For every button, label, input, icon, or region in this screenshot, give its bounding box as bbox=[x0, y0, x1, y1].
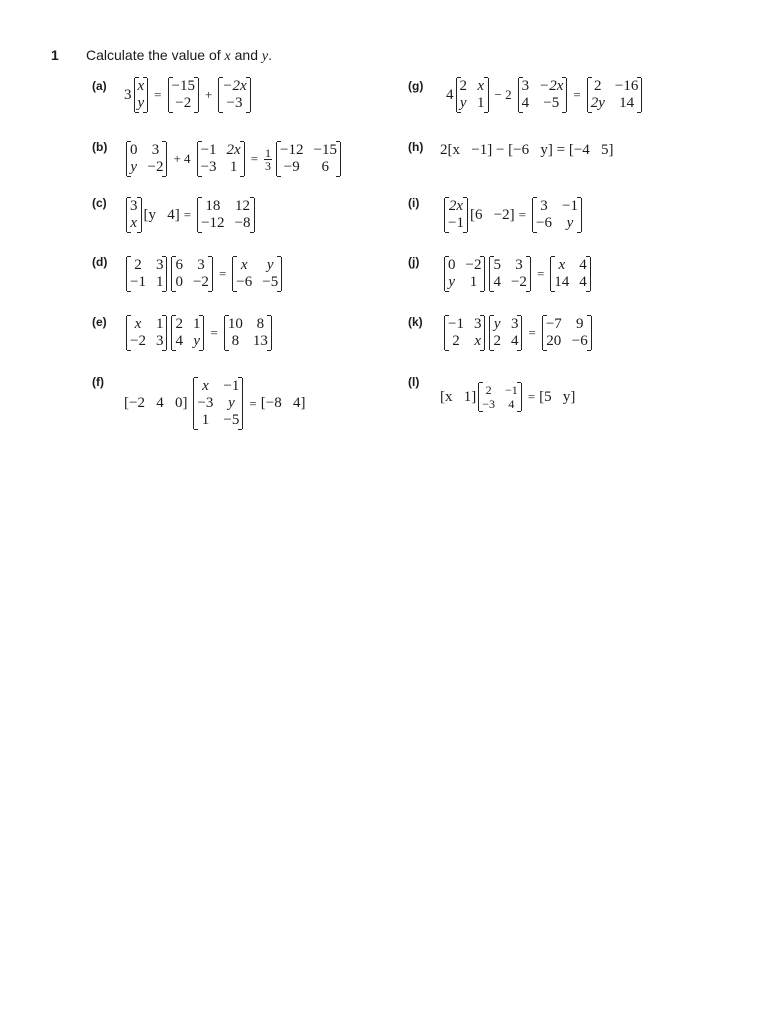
cell: 2y bbox=[590, 95, 605, 111]
matrix bbox=[276, 142, 341, 176]
cell: x bbox=[558, 257, 566, 273]
matrix bbox=[171, 257, 212, 291]
cell: 1 bbox=[192, 316, 201, 332]
cell: 4 bbox=[521, 95, 530, 111]
operator: = bbox=[218, 266, 227, 281]
cell: −3 bbox=[482, 397, 496, 411]
cell: −5 bbox=[543, 95, 560, 111]
cell: 1 bbox=[155, 274, 164, 290]
cell: −6 bbox=[571, 333, 588, 349]
cell: y bbox=[459, 95, 467, 111]
text-post: . bbox=[268, 47, 272, 63]
cell: x bbox=[130, 215, 138, 231]
label-a: (a) bbox=[92, 79, 107, 93]
var-x: x bbox=[224, 49, 231, 64]
matrix bbox=[489, 316, 522, 350]
question-text bbox=[86, 47, 272, 65]
cell: x bbox=[134, 316, 142, 332]
matrix bbox=[197, 198, 254, 232]
cell: −2x bbox=[539, 78, 564, 94]
operator: − 2 bbox=[494, 87, 512, 102]
cell: 8 bbox=[231, 333, 240, 349]
matrix bbox=[444, 257, 485, 291]
operator: = bbox=[183, 207, 192, 222]
cell: 14 bbox=[554, 274, 570, 290]
cell: 6 bbox=[321, 159, 329, 175]
row-vector: [x 1] bbox=[440, 388, 477, 405]
cell: −1 bbox=[448, 215, 464, 231]
cell: y bbox=[130, 159, 138, 175]
operator: + bbox=[204, 87, 213, 102]
cell: −15 bbox=[171, 78, 195, 94]
cell: 3 bbox=[155, 333, 164, 349]
part-k bbox=[442, 316, 594, 350]
cell: x bbox=[240, 257, 248, 273]
matrix bbox=[456, 78, 489, 112]
cell: 0 bbox=[448, 257, 456, 273]
cell: y bbox=[493, 316, 501, 332]
cell: −2 bbox=[510, 274, 527, 290]
cell: 1 bbox=[155, 316, 164, 332]
matrix bbox=[232, 257, 282, 291]
cell: 3 bbox=[151, 142, 160, 158]
cell: 4 bbox=[510, 333, 519, 349]
cell: 4 bbox=[579, 274, 587, 290]
operator: = bbox=[528, 325, 536, 340]
matrix bbox=[444, 198, 468, 232]
cell: 3 bbox=[515, 257, 523, 273]
matrix bbox=[126, 257, 167, 291]
part-g bbox=[446, 78, 644, 112]
cell: 1 bbox=[469, 274, 478, 290]
cell: −2 bbox=[465, 257, 482, 273]
cell: y bbox=[566, 215, 574, 231]
matrix bbox=[218, 78, 250, 112]
operator: = bbox=[154, 87, 162, 102]
cell: −9 bbox=[283, 159, 300, 175]
cell: 4 bbox=[493, 274, 501, 290]
operator: = bbox=[210, 325, 218, 340]
cell: 13 bbox=[252, 333, 268, 349]
cell: −1 bbox=[448, 316, 464, 332]
label-i: (i) bbox=[408, 196, 420, 210]
scalar: 4 bbox=[446, 86, 454, 103]
matrix bbox=[171, 316, 204, 350]
cell: 3 bbox=[510, 316, 519, 332]
cell: −1 bbox=[130, 274, 146, 290]
cell: −3 bbox=[200, 159, 217, 175]
label-h: (h) bbox=[408, 140, 424, 154]
cell: y bbox=[228, 395, 235, 411]
part-e bbox=[124, 316, 274, 350]
cell: y bbox=[193, 333, 201, 349]
matrix bbox=[168, 78, 199, 112]
part-l bbox=[440, 383, 575, 411]
cell: 4 bbox=[579, 257, 587, 273]
cell: −12 bbox=[201, 215, 225, 231]
matrix bbox=[197, 142, 245, 176]
cell: −8 bbox=[234, 215, 251, 231]
cell: 20 bbox=[546, 333, 562, 349]
cell: 0 bbox=[175, 274, 183, 290]
label-b: (b) bbox=[92, 140, 108, 154]
cell: 10 bbox=[227, 316, 243, 332]
text-mid: and bbox=[230, 47, 262, 63]
cell: 2x bbox=[448, 198, 464, 214]
text-pre: Calculate the value of bbox=[86, 47, 225, 63]
label-g: (g) bbox=[408, 79, 424, 93]
cell: y bbox=[448, 274, 456, 290]
matrix bbox=[518, 78, 568, 112]
cell: 3 bbox=[130, 198, 138, 214]
cell: −2 bbox=[130, 333, 146, 349]
cell: 3 bbox=[521, 78, 530, 94]
label-k: (k) bbox=[408, 315, 423, 329]
cell: 3 bbox=[197, 257, 205, 273]
cell: 2 bbox=[485, 383, 492, 397]
cell: −16 bbox=[614, 78, 639, 94]
cell: 3 bbox=[155, 257, 164, 273]
cell: −7 bbox=[545, 316, 562, 332]
cell: 3 bbox=[540, 198, 548, 214]
cell: −1 bbox=[561, 198, 578, 214]
cell: y bbox=[266, 257, 274, 273]
row-vector: [5 y] bbox=[539, 388, 576, 405]
cell: −2 bbox=[147, 159, 164, 175]
matrix bbox=[532, 198, 582, 232]
label-c: (c) bbox=[92, 196, 107, 210]
cell: 4 bbox=[508, 397, 515, 411]
cell: −5 bbox=[223, 412, 240, 428]
scalar: 3 bbox=[124, 86, 132, 103]
cell: 0 bbox=[130, 142, 138, 158]
part-d bbox=[124, 257, 284, 291]
operator: = bbox=[250, 151, 259, 166]
part-j bbox=[442, 257, 593, 291]
label-e: (e) bbox=[92, 315, 107, 329]
cell: −1 bbox=[200, 142, 217, 158]
row-vector: [−2 4 0] bbox=[124, 395, 188, 411]
row-vector: [y 4] bbox=[143, 206, 180, 223]
cell: 2 bbox=[493, 333, 501, 349]
label-d: (d) bbox=[92, 255, 108, 269]
cell: 9 bbox=[576, 316, 584, 332]
cell: −2 bbox=[192, 274, 209, 290]
cell: −12 bbox=[280, 142, 304, 158]
row-vector: [−8 4] bbox=[260, 395, 306, 411]
matrix bbox=[550, 257, 591, 291]
cell: 18 bbox=[205, 198, 221, 214]
cell: x bbox=[202, 378, 209, 394]
cell: 2 bbox=[459, 78, 467, 94]
row-vector: [6 −2] bbox=[469, 206, 515, 223]
part-h bbox=[440, 142, 614, 159]
matrix bbox=[126, 142, 167, 176]
operator: = bbox=[536, 266, 545, 281]
cell: 2 bbox=[594, 78, 602, 94]
cell: 2x bbox=[226, 142, 241, 158]
cell: 8 bbox=[256, 316, 265, 332]
matrix bbox=[478, 383, 522, 411]
matrix bbox=[587, 78, 643, 112]
operator: = bbox=[249, 395, 257, 411]
cell: y bbox=[137, 95, 145, 111]
cell: −5 bbox=[262, 274, 279, 290]
cell: 1 bbox=[229, 159, 238, 175]
cell: 4 bbox=[175, 333, 183, 349]
part-c bbox=[124, 198, 257, 232]
label-j: (j) bbox=[408, 255, 420, 269]
matrix bbox=[224, 316, 272, 350]
numerator: 1 bbox=[265, 145, 272, 160]
cell: 12 bbox=[235, 198, 251, 214]
cell: x bbox=[477, 78, 485, 94]
operator: = bbox=[573, 87, 581, 102]
equation-text: 2[x −1] − [−6 y] = [−4 5] bbox=[440, 142, 614, 158]
cell: 2 bbox=[175, 316, 183, 332]
cell: 1 bbox=[201, 412, 210, 428]
matrix bbox=[193, 378, 243, 429]
cell: −1 bbox=[505, 383, 518, 397]
part-a bbox=[124, 78, 253, 112]
cell: −1 bbox=[223, 378, 240, 394]
matrix bbox=[134, 78, 149, 112]
var-y: y bbox=[261, 49, 269, 64]
matrix bbox=[444, 316, 485, 350]
part-b bbox=[124, 142, 343, 176]
matrix bbox=[542, 316, 592, 350]
cell: −6 bbox=[236, 274, 253, 290]
operator: = bbox=[527, 389, 536, 404]
label-l: (l) bbox=[408, 375, 420, 389]
cell: −2x bbox=[222, 78, 247, 94]
cell: x bbox=[137, 78, 145, 94]
matrix bbox=[126, 316, 167, 350]
operator: = bbox=[518, 207, 527, 222]
matrix bbox=[489, 257, 530, 291]
cell: 1 bbox=[477, 95, 485, 111]
cell: −2 bbox=[175, 95, 192, 111]
cell: x bbox=[474, 333, 482, 349]
cell: −3 bbox=[226, 95, 243, 111]
question-number: 1 bbox=[51, 47, 59, 63]
part-f bbox=[124, 378, 305, 429]
cell: −15 bbox=[313, 142, 337, 158]
cell: 2 bbox=[452, 333, 460, 349]
part-i bbox=[442, 198, 584, 232]
label-f: (f) bbox=[92, 375, 104, 389]
fraction bbox=[264, 147, 272, 172]
cell: −3 bbox=[197, 395, 214, 411]
cell: 14 bbox=[619, 95, 635, 111]
cell: −6 bbox=[536, 215, 552, 231]
cell: 2 bbox=[134, 257, 142, 273]
cell: 6 bbox=[175, 257, 183, 273]
matrix bbox=[126, 198, 142, 232]
cell: 3 bbox=[473, 316, 482, 332]
denominator: 3 bbox=[265, 158, 272, 173]
operator: + 4 bbox=[173, 151, 191, 166]
cell: 5 bbox=[493, 257, 501, 273]
